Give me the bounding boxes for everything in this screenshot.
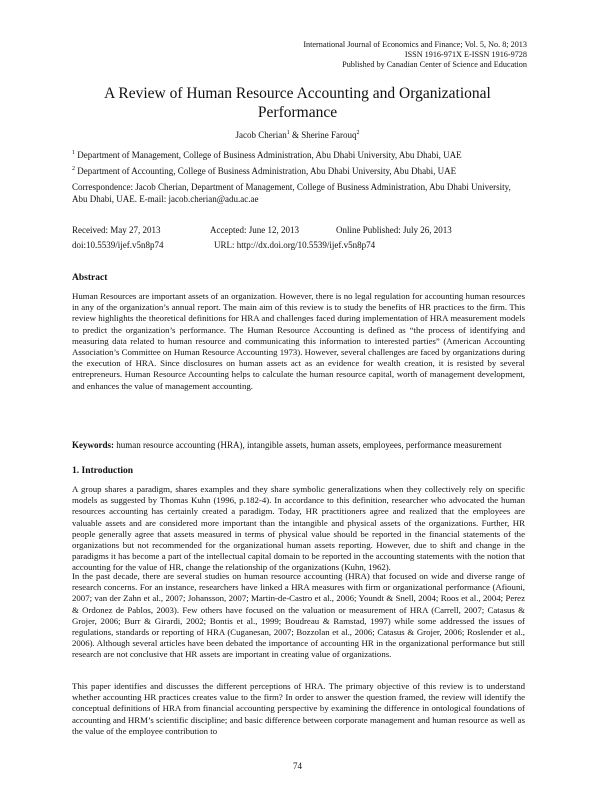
- paper-title: A Review of Human Resource Accounting and Organizational Performance: [104, 85, 491, 121]
- correspondence: Correspondence: Jacob Cherian, Department of Management, College of Business Administration, Abu Dhabi University, Abu Dhabi, UAE. E-mail: jacob.cherian@adu.ac.ae: [72, 182, 511, 204]
- page-number: 74: [293, 761, 302, 771]
- affiliation: [72, 165, 527, 177]
- author-separator: &: [289, 130, 302, 140]
- author-affiliation-marker: 1: [286, 130, 290, 136]
- affiliation-marker: 2: [72, 166, 75, 172]
- abstract-text: Human Resources are important assets of an organization. However, there is no legal regulation for accounting human resources in any of the organization’s annual report. The main aim of this review is to study the benefits of HR practices to the firm. This review highlights the theoretical definitions for HRA and challenges faced during implementation of HRA measurement models to predict the organization’s performance. The Human Resource Accounting is defined as “the process of identifying and measuring data related to human resource and communicating this information to interested parties” (American Accounting Association’s Committee on Human Resource Accounting 1973). However, several challenges are faced by organizations during the execution of HRA. Since disclosures on human assets act as an evidence for wealth creation, it is resisted by several entrepreneurs. Human Resource Accounting helps to calculate the human resource capital, worth of management development, and enhances the value of management accounting.: [72, 291, 525, 391]
- affiliation: [72, 149, 527, 161]
- accepted-date: Accepted: June 12, 2013: [210, 225, 299, 235]
- affiliation-marker: 1: [72, 150, 75, 156]
- body-paragraph: In the past decade, there are several studies on human resource accounting (HRA) that focused on wide and diverse range of research concerns. For an instance, researchers have linked a HRA measures with firm or organizational performance (Afiouni, 2007; van der Zahn et al., 2007; Johansson, 2007; Martin-de-Castro et al., 2006; Youndt & Snell, 2004; Roos et al., 2004; Perez & Ordonez de Pablos, 2003). Few others have focused on the valuation or measurement of HRA (Carrell, 2007; Catasus & Grojer, 2006; Burr & Girardi, 2002; Bontis et al., 1999; Boudreau & Ramstad, 1997) while some addressed the issues of regulations, standards or reporting of HRA (Cuganesan, 2007; Bozzolan et al., 2006; Catasus & Grojer, 2006; Roslender et al., 2006). Although several articles have been debated the importance of accounting HR in the organizational performance but still research are not conclusive that HR assets are important in creating value of organizations.: [72, 571, 525, 660]
- keywords: [72, 440, 525, 452]
- keywords-label: Keywords:: [72, 440, 114, 450]
- author-line: [70, 130, 525, 140]
- author-affiliation-marker: 2: [356, 130, 360, 136]
- received-date: Received: May 27, 2013: [72, 225, 161, 235]
- published-date: Online Published: July 26, 2013: [336, 225, 452, 235]
- journal-header: [303, 40, 527, 70]
- affiliation-text: Department of Accounting, College of Business Administration, Abu Dhabi University, Abu Dhabi, UAE: [75, 166, 457, 176]
- affiliation-text: Department of Management, College of Business Administration, Abu Dhabi University, Abu Dhabi, UAE: [75, 150, 462, 160]
- abstract-heading: Abstract: [72, 273, 108, 283]
- doi-url: URL: http://dx.doi.org/10.5539/ijef.v5n8p74: [214, 240, 376, 250]
- body-paragraph: A group shares a paradigm, shares examples and they share symbolic generalizations when they collectively rely on specific models as suggested by Thomas Kuhn (1996, p.182-4). In accordance to this definition, researcher who advocated the human resources accounting has certainly created a paradigm. Today, HR practitioners agree and realized that the employees are valuable assets and are considered more important than the intangible and physical assets of the organizations. Further, HR people generally agree that assets measured in terms of physical value should be reported in the financial statements of the organizations but not recommended for the organizational human assets reporting. However, due to shift and change in the paradigms it has become a part of the intellectual capital domain to be reported in the accounting statements with the notion that accounting for the value of HR, change the relationship of the organizations (Kuhn, 1962).: [72, 484, 525, 573]
- body-paragraph: This paper identifies and discusses the different perceptions of HRA. The primary objective of this review is to understand whether accounting HR practices creates value to the firm? In order to answer the question framed, the review will identify the conceptual definitions of HRA from financial accounting perspective by examining the difference in ontological foundations of accounting and HRM’s scientific discipline; and basic difference between corporate management and human resource as well as the value of the employee contribution to: [72, 681, 525, 736]
- journal-name: International Journal of Economics and Finance; Vol. 5, No. 8; 2013: [303, 40, 527, 49]
- publication-dates: [72, 224, 525, 251]
- section-heading: 1. Introduction: [72, 466, 134, 476]
- doi: doi:10.5539/ijef.v5n8p74: [72, 240, 164, 250]
- author-name: Jacob Cherian: [235, 130, 287, 140]
- journal-issn: ISSN 1916-971X E-ISSN 1916-9728: [404, 50, 527, 59]
- author-name: Sherine Farouq: [301, 130, 357, 140]
- keywords-text: human resource accounting (HRA), intangible assets, human assets, employees, performance measurement: [114, 440, 502, 450]
- journal-publisher: Published by Canadian Center of Science and Education: [342, 60, 527, 69]
